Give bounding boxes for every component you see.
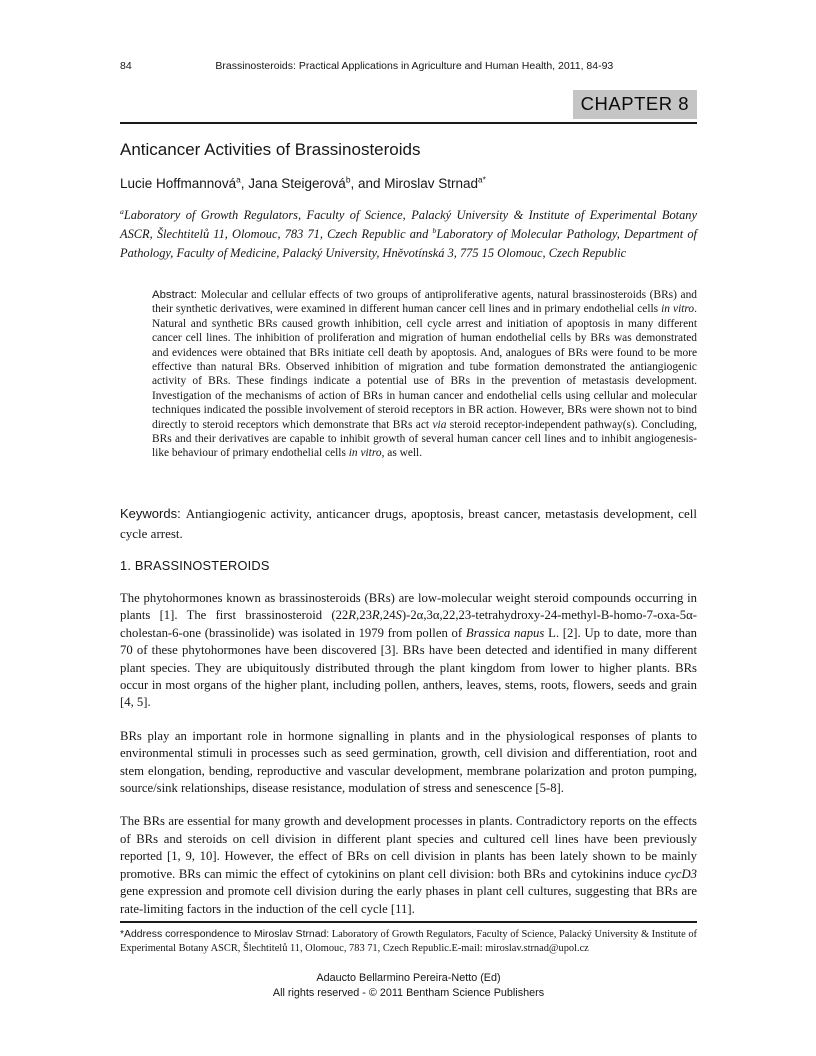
correspondence-footnote: *Address correspondence to Miroslav Strnad: Laboratory of Growth Regulators, Faculty of Science, Palacký University & Institute of Experimental Botany ASCR, Šlechtitelů 11, Olomouc, 783 71, Czech Republic.E-mail: miroslav.strnad@upol.cz (120, 929, 698, 954)
running-header (120, 60, 697, 72)
body-paragraph-1: The phytohormones known as brassinosteroids (BRs) are low-molecular weight steroid compounds occurring in plants [1]. The first brassinosteroid (22R,23R,24S)-2α,3α,22,23-tetrahydroxy-24-methyl-B-homo-7-oxa-5α-cholestan-6-one (brassinolide) was isolated in 1979 from pollen of Brassica napus L. [2]. Up to date, more than 70 of these phytohormones have been discovered [3]. BRs have been detected and identified in many different plant species. They are ubiquitously distributed through the plant kingdom from lower to higher plants. BRs occur in most organs of the higher plant, including pollen, anthers, leaves, stems, roots, flowers, seeds and grain [4, 5]. (120, 591, 698, 710)
keywords-paragraph: Keywords: Antiangiogenic activity, anticancer drugs, apoptosis, breast cancer, metastasis development, cell cycle arrest. (120, 506, 697, 541)
header-rule (120, 122, 697, 124)
body-paragraph-3: The BRs are essential for many growth and development processes in plants. Contradictory reports on the effects of BRs and steroids on cell division in different plant species and cultured cell lines have been previously reported [1, 9, 10]. However, the effect of BRs on cell division in plants has been lately shown to be mainly promotive. BRs can mimic the effect of cytokinins on plant cell division: both BRs and cytokinins induce cycD3 gene expression and promote cell division during the early phases in plant cell cultures, suggesting that BRs are rate-limiting factors in the induction of the cell cycle [11]. (120, 814, 697, 916)
copyright-line: All rights reserved - © 2011 Bentham Science Publishers (272, 987, 545, 999)
page-number: 84 (120, 60, 132, 72)
body-paragraph-2: BRs play an important role in hormone signalling in plants and in the physiological responses of plants to environmental stimuli in processes such as seed germination, growth, cell division and differentiation, root and stem elongation, bending, reproductive and vascular development, membrane polarization and proton pumping, source/sink relationships, disease resistance, modulation of stress and senescence [5-8]. (120, 728, 697, 796)
author-line: Lucie Hoffmannová$^a$, Jana Steigerová$^b$, and Miroslav Strnad$^{a*}$ (120, 174, 486, 191)
chapter-badge-row (120, 90, 697, 119)
page-title: Anticancer Activities of Brassinosteroids (120, 140, 421, 159)
affiliation: $^a$Laboratory of Growth Regulators, Faculty of Science, Palacký University & Institute of Experimental Botany ASCR, Šlechtitelů 11, Olomouc, 783 71, Czech Republic and $^b$Laboratory of Molecular Pathology, Department of Pathology, Faculty of Medicine, Palacký University, Hněvotínská 3, 775 15 Olomouc, Czech Republic (120, 206, 697, 260)
abstract-paragraph: Abstract: Molecular and cellular effects of two groups of antiproliferative agents, natural brassinosteroids (BRs) and their synthetic derivatives, were examined in different human cancer cell lines and in primary endothelial cells in vitro. Natural and synthetic BRs caused growth inhibition, cell cycle arrest and initiation of apoptosis in many different cancer cell lines. The inhibition of proliferation and migration of human endothelial cells by BRs was demonstrated and evidences were obtained that BRs initiate cell death by apoptosis. And, analogues of BRs were found to be more effective than natural BRs. Observed inhibition of migration and tube formation demonstrated the antiangiogenic activity of BRs. These findings indicate a potential use of BRs in the prevention of metastasis development. Investigation of the mechanisms of action of BRs in human cancer and endothelial cells using cellular and molecular techniques indicated the possible involvement of steroid receptors in BR action. However, BRs were shown not to bind directly to steroid receptors which demonstrate that BRs act via steroid receptor-independent pathway(s). Concluding, BRs and their derivatives are capable to inhibit growth of several human cancer cell lines and to inhibit angiogenesis-like behaviour of primary endothelial cells in vitro, as well. (152, 289, 697, 460)
section-heading: 1. BRASSINOSTEROIDS (120, 558, 270, 573)
chapter-badge: CHAPTER 8 (573, 90, 697, 119)
running-title: Brassinosteroids: Practical Applications in Agriculture and Human Health, 2011, 84-93 (215, 60, 614, 72)
section-1 (120, 558, 697, 934)
editor-line: Adaucto Bellarmino Pereira-Netto (Ed) (316, 972, 501, 984)
book-footer (120, 971, 697, 1001)
footnote-rule (120, 921, 697, 923)
